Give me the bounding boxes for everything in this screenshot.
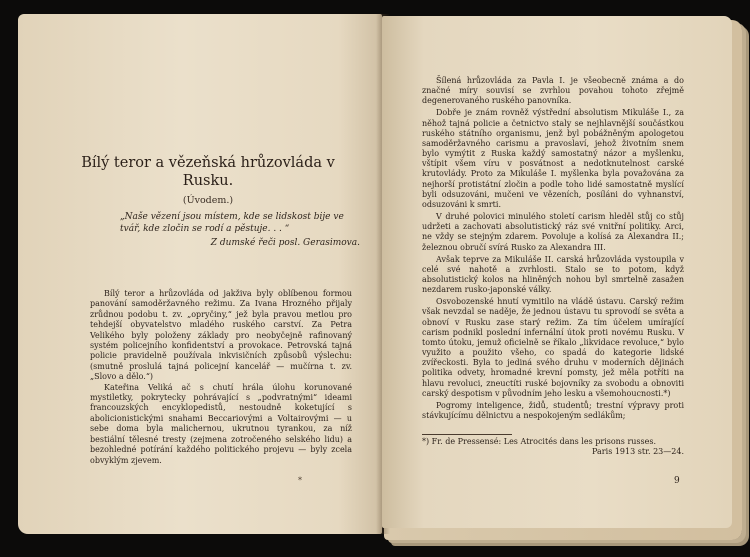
footnote-citation: Paris 1913 str. 23—24.	[592, 447, 684, 456]
paragraph: Avšak teprve za Mikuláše II. carská hrůzovláda vystoupila v celé své nahotě a zvrhlosti. Stalo se to potom, když absolutistický kolos na hliněných nohou byl smrtelně zasažen nezdarem rusko-japonské války.	[422, 254, 684, 295]
right-body-text	[422, 76, 684, 423]
epigraph-attribution: Z dumské řeči posl. Gerasimova.	[210, 238, 360, 248]
paragraph: Šílená hrůzovláda za Pavla I. je všeobecně známa a do značné míry souvisí se zvrhlou povahou tohoto zřejmě degenerovaného ruského panovníka.	[422, 76, 684, 106]
right-page	[382, 16, 732, 528]
left-page	[18, 14, 382, 534]
chapter-title: Bílý teror a vězeňská hrůzovláda v Rusku.	[81, 155, 335, 189]
chapter-subtitle: (Úvodem.)	[182, 195, 234, 206]
left-body-text	[90, 289, 352, 466]
footnote-text: *) Fr. de Pressensé: Les Atrocités dans les prisons russes.	[422, 437, 657, 446]
open-book	[12, 14, 742, 542]
paragraph: Osvobozenské hnutí vymitilo na vládě ústavu. Carský režim však nevzdal se naděje, že jednou ústavu tu sprovodí se světa a obnoví v Rusku zase starý režim. Za tím účelem umírající carism podnikl poslední infernální útok proti novému Rusku. V tomto útoku, jemuž oficielně se říkalo „likvidace revoluce,“ bylo využito a použito všeho, co spadá do kategorie lidské zvířeckosti. Byla to jediná svého druhu v moderních dějinách politika odvety, hromadné krevní pomsty, jež měla potříti na hlavu revoluci, zneuctíti ruské bojovníky za svobodu a obnoviti carský despotism v původním jeho lesku a všemohoucnosti.*)	[422, 297, 684, 398]
footnote	[422, 437, 684, 457]
footnote-divider	[422, 434, 512, 435]
paragraph: Dobře je znám rovněž výstřední absolutism Mikuláše I., za něhož tajná policie a četnictvo staly se nejhlavnější součástkou ruského státního organismu, jenž byl pobážněným apologetou samoděržavného carismu a pravoslaví, jehož životním snem bylo vymýtit z Ruska každý samostatný názor a myšlenku, vštípit všem víru v posvátnost a nedotknutelnost carské krutovlády. Proto za Mikuláše I. myšlenka byla považována za nejhorší protistátní zločin a podle toho lidé samostatně myslící byli odsuzováni, mučeni ve vězeních, posíláni do vyhnanství, odsuzováni k smrti.	[422, 108, 684, 209]
page-mark: *	[298, 476, 302, 485]
page-number: 9	[674, 476, 680, 486]
paragraph: V druhé polovici minulého století carism hleděl stůj co stůj udržeti a zachovati absolutistický ráz své vnitřní politiky. Arci, ne vždy se stejným zdarem. Povoluje a kolísá za Alexandra II.; železnou obručí svírá Rusko za Alexandra III.	[422, 212, 684, 252]
paragraph: Kateřina Veliká ač s chutí hrála úlohu korunované mystiletky, pokrytecky pohrávající s „podvratnými“ ideami francouzských encyklopedistů, nestoudně koketující s abolicionistickými snahami Beccariovými a Voltairovými — u sebe doma byla malichernou, ukrutnou tyrankou, za níž bestiální tělesné tresty (zejmena zotročeného selského lidu) a bezohledné potírání každého politického projevu — byly zcela obvyklým zjevem.	[90, 382, 352, 465]
paragraph: Bílý teror a hrůzovláda od jakživa byly oblíbenou formou panování samoděržavného režimu. Za Ivana Hrozného přijaly zrůdnou podobu t. zv. „opryčiny,“ jež byla pravou metlou pro tehdejší obyvatelstvo mladého ruského carství. Za Petra Velikého byly položeny základy pro neobyčejně rafinovaný systém policejního konfidentství a provokace. Petrovská tajná policie pravidelně používala inkvisičních způsobů výslechu: (smutně proslulá tajná policejní kancelář — mučírna t. zv. „Slovo a dělo.“)	[90, 289, 352, 382]
paragraph: Pogromy inteligence, židů, studentů; trestní výpravy proti stávkujícímu dělnictvu a nespokojeným sedlákům;	[422, 400, 684, 420]
epigraph-quote: „Naše vězení jsou místem, kde se lidskost bije ve tvář, kde zločin se rodí a pěstuje. . . “	[120, 212, 344, 234]
